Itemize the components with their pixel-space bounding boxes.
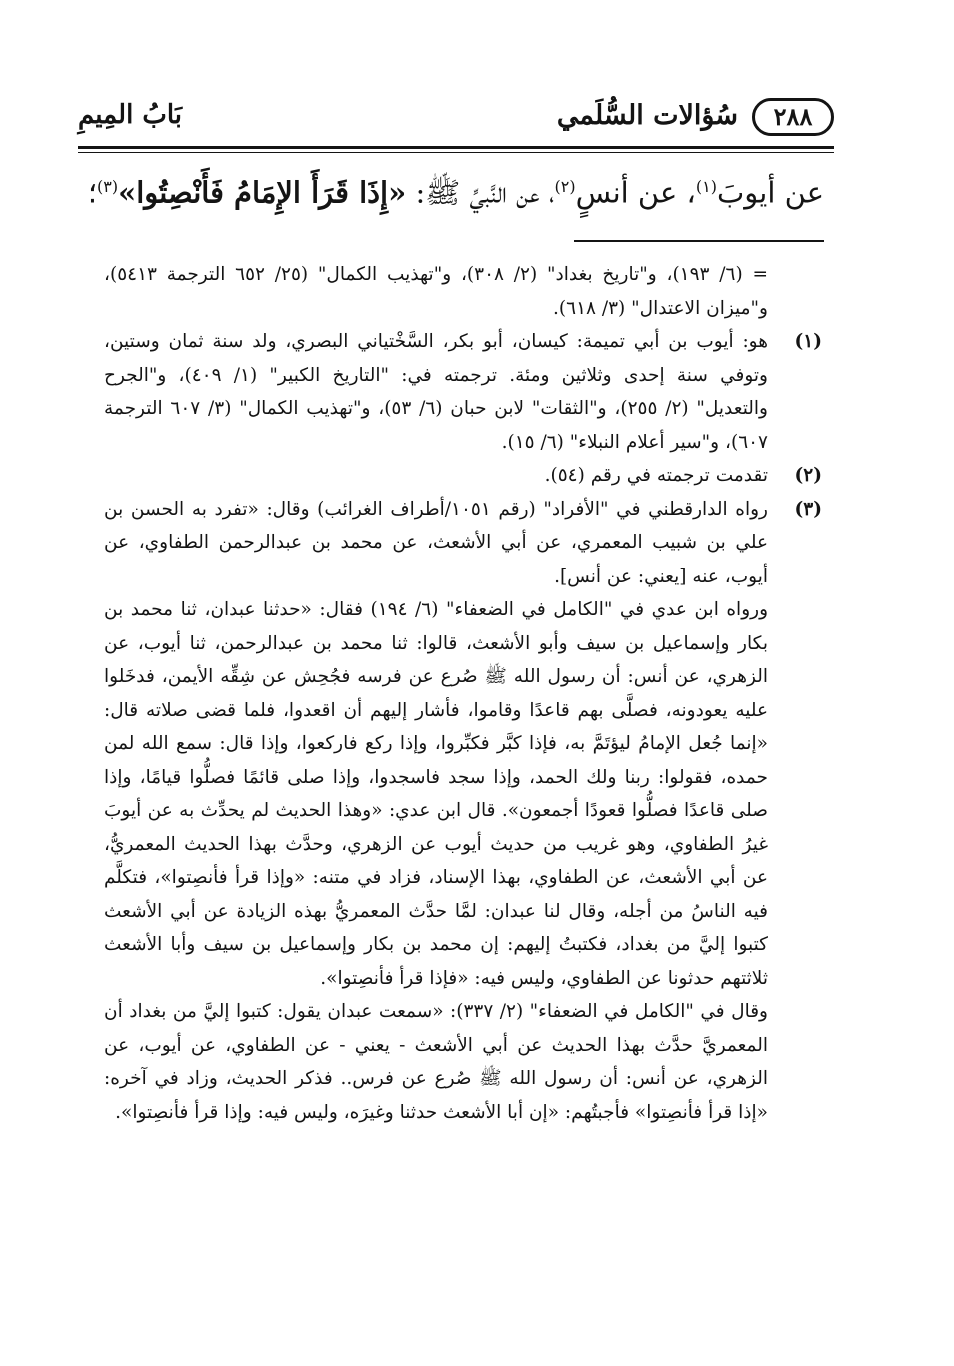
footnotes-section <box>104 258 822 1129</box>
main-prefix: عن أيوبَ <box>716 175 824 210</box>
footnote-separator <box>574 240 824 242</box>
footnote-text: رواه الدارقطني في "الأفراد" (رقم ١٠٥١/أطراف الغرائب) وقال: «تفرد به الحسن بن علي بن شبيب المعمري، عن أبي الأشعث، عن محمد بن عبدالرحمن الطفاوي، عن أيوب، عنه [يعني: عن أنس]. <box>104 498 768 587</box>
footnote-2 <box>104 459 822 493</box>
footnote-1 <box>104 325 822 459</box>
footnote-ref-3: (٣) <box>97 177 119 196</box>
main-mid-1: ، عن أنسٍ <box>575 175 696 210</box>
footnote-carry-over: = (٦/ ١٩٣)، و"تاريخ بغداد" (٢/ ٣٠٨)، و"تهذيب الكمال" (٢٥/ ٦٥٢ الترجمة ٥٤١٣)، و"ميزان الاعتدال" (٣/ ٦١٨). <box>104 264 768 319</box>
main-text-line <box>87 164 824 216</box>
footnote-number: (٣) <box>794 498 822 520</box>
footnote-text: تقدمت ترجمته في رقم (٥٤). <box>544 465 768 486</box>
footnote-number: (٢) <box>794 465 822 486</box>
page-header <box>78 96 834 144</box>
main-mid-2: ، عن النَّبيِّ ﷺ: <box>406 175 555 210</box>
footnote-text: هو: أيوب بن أبي تميمة: كيسان، أبو بكر، السَّخْتياني البصري، ولد سنة ثمان وستين، وتوفي سنة إحدى وثلاثين ومئة. ترجمته في: "التاريخ الكبير" (١/ ٤٠٩)، و"الجرح والتعديل" (٢/ ٢٥٥)، و"الثقات" لابن حبان (٦/ ٥٣)، و"تهذيب الكمال" (٣/ ٦٠٧ الترجمة ٦٠٧)، و"سير أعلام النبلاء" (٦/ ١٥). <box>104 331 768 453</box>
footnote-ref-2: (٢) <box>554 177 576 196</box>
page-number-badge: ٢٨٨ <box>752 98 834 136</box>
footnote-3 <box>104 493 822 1130</box>
footnote-paragraph-kamil: وقال في "الكامل في الضعفاء" (٢/ ٣٣٧): «سمعت عبدان يقول: كتبوا إليَّ من بغداد أن المعمريَّ حدَّث بهذا الحديث عن أبي الأشعث - يعني - عن الطفاوي، عن أيوب، عن الزهري، عن أنس: أن رسول الله ﷺ صُرع عن فرس.. فذكر الحديث، وزاد في آخره: «إذا قرأ فأنصِتوا» فأجبتُهم: «إن أبا الأشعث حدثنا وغيرَه، وليس فيه: وإذا قرأ فأنصِتوا». <box>104 1001 768 1123</box>
chapter-title: بَابُ المِيمِ <box>78 100 183 130</box>
main-end: ؛ <box>87 175 98 210</box>
running-title: سُؤالات السُّلَمي <box>556 100 738 131</box>
hadith-quote: «إِذَا قَرَأَ الإِمَامُ فَأَنْصِتُوا» <box>118 175 407 210</box>
header-rule-thin <box>78 152 834 153</box>
header-rule-thick <box>78 146 834 149</box>
footnote-number: (١) <box>794 331 822 352</box>
footnote-ref-1: (١) <box>695 177 717 196</box>
footnote-paragraph-ibn-adi: ورواه ابن عدي في "الكامل في الضعفاء" (٦/ ١٩٤) فقال: «حدثنا عبدان، ثنا محمد بن بكار وإسماعيل بن سيف وأبو الأشعث، قالوا: ثنا محمد بن عبدالرحمن، ثنا أيوب، عن الزهري، عن أنس: أن رسول الله ﷺ صُرع عن فرسه فجُحِش عن شِقِّه الأيمن، فدخَلوا عليه يعودونه، فصلَّى بهم قاعدًا وقاموا، فأشار إليهم أن اقعدوا، فلما قضى صلاته قال: «إنما جُعل الإمامُ ليؤتَمَّ به، فإذا كبَّر فكبِّروا، وإذا ركع فاركعوا، وإذا قال: سمع الله لمن حمده، فقولوا: ربنا ولك الحمد، وإذا سجد فاسجدوا، وإذا صلى قائمًا فصلُّوا قيامًا، وإذا صلى قاعدًا فصلُّوا قعودًا أجمعون». قال ابن عدي: «وهذا الحديث لم يحدِّث به عن أيوبَ غيرُ الطفاوي، وهو غريب من حديث أيوب عن الزهري، وحدَّث بهذا الحديث المعمريُّ، عن أبي الأشعث، عن الطفاوي، بهذا الإسناد، فزاد في متنه: «وإذا قرأ فأنصِتوا»، فتكلَّم فيه الناسُ من أجله، وقال لنا عبدان: لمَّا حدَّث المعمريُّ بهذه الزيادة عن أبي الأشعث كتبوا إليَّ من بغداد، فكتبتُ إليهم: إن محمد بن بكار وإسماعيل بن سيف وأبا الأشعث ثلاثتهم حدثونا عن الطفاوي، وليس فيه: «فإذا قرأ فأنصِتوا». <box>104 599 769 989</box>
